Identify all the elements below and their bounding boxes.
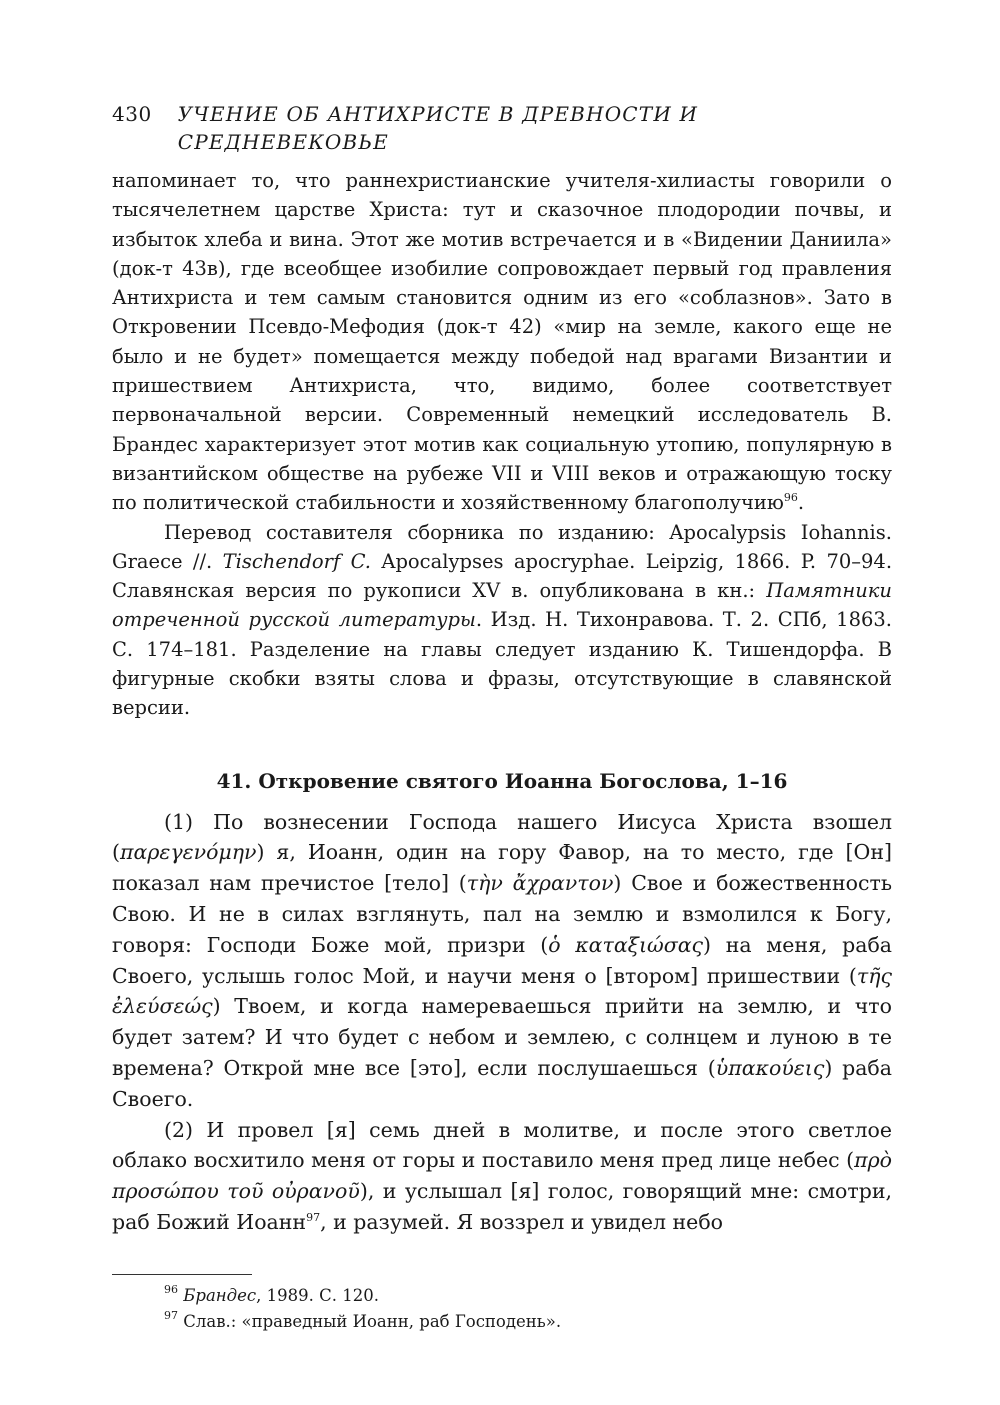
intro-p2-b: Apocalypses apocryphae. Leipzig, 1866. P. 70–94. Славянская версия по рукописи XV в. опубликована в кн.: (112, 549, 893, 603)
intro-p1-text: напоминает то, что раннехристианские учителя-хилиасты говорили о тысячелетнем царстве Христа: тут и сказочное плодородии почвы, и избыток хлеба и вина. Этот же мотив встречается и в «Видении Даниила» (док-т 43в), где всеобщее изобилие сопровождает первый год правления Антихриста и тем самым становится одним из его «соблазнов». Зато в Откровении Псевдо-Мефодия (док-т 42) «мир на земле, какого еще не было и не будет» помещается между победой над врагами Византии и пришествием Антихриста, что, видимо, более соответствует первоначальной версии. Современный немецкий исследователь В. Брандес характеризует этот мотив как социальную утопию, популярную в византийском обществе на рубеже VII и VIII веков и отражающую тоску по политической стабильности и хозяйственному благополучию (112, 169, 892, 515)
s2-a: (2) И провел [я] семь дней в молитве, и после этого светлое облако восхитило меня от горы и поставило меня пред лице небес ( (112, 1117, 892, 1173)
intro-p2-c: . Изд. Н. Тихонравова. Т. 2. СПб, 1863. С. 174–181. Разделение на главы следует изданию К. Тишендорфа. В фигурные скобки взяты слова и фразы, отсутствующие в славянской версии. (112, 608, 892, 720)
greek-term-6: πρὸ προσώπου τοῦ οὐρανοῦ (112, 1148, 892, 1204)
greek-term-5: ὑπακούεις (715, 1056, 825, 1081)
page-number: 430 (112, 102, 152, 126)
intro-paragraph-2 (112, 518, 892, 723)
running-title: УЧЕНИЕ ОБ АНТИХРИСТЕ В ДРЕВНОСТИ И СРЕДНЕВЕКОВЬЕ (177, 102, 699, 154)
greek-term-1: παρεγενόμην (120, 840, 257, 865)
intro-paragraph-1 (112, 166, 892, 518)
s1-a: (1) По вознесении Господа нашего Иисуса Христа взошел ( (112, 809, 892, 865)
footnotes (112, 1283, 892, 1335)
footnote-text: , 1989. С. 120. (256, 1285, 379, 1305)
section-text (112, 807, 892, 1238)
intro-p2-a: Перевод составителя сборника по изданию: Apocalypsis Iohannis. Graece //. (112, 520, 892, 573)
intro-p2-book: Памятники отреченной русской литературы (112, 579, 892, 632)
s1-e: ) Твоем, и когда намереваешься прийти на землю, и что будет затем? И что будет с небом и землею, с солнцем и луною в те времена? Открой мне все [это], если послушаешься ( (112, 994, 892, 1081)
intro-p1-end: . (797, 491, 805, 515)
s1-f: ) раба Своего. (112, 1056, 892, 1111)
s1-b: ) я, Иоанн, один на гору Фавор, на то место, где [Он] показал нам пречистое [тело] ( (112, 840, 892, 896)
s2-b: ), и услышал [я] голос, говорящий мне: смотри, раб Божий Иоанн (112, 1179, 893, 1234)
footnote-number: 96 (164, 1282, 178, 1296)
footnote-divider (112, 1274, 252, 1275)
book-page (112, 100, 892, 1335)
greek-term-4: τῆς ἐλεύσεώς (112, 963, 892, 1019)
footnote-96 (112, 1283, 892, 1309)
footnote-ref-97[interactable]: 97 (306, 1211, 321, 1224)
section-paragraph-1 (112, 807, 892, 1115)
section-heading: 41. Откровение святого Иоанна Богослова, 1–16 (216, 768, 788, 793)
s1-c: ) Свое и божественность Свою. И не в силах взглянуть, пал на землю и взмолился к Богу, говоря: Господи Боже мой, призри ( (112, 871, 893, 957)
footnote-author: Брандес (183, 1285, 257, 1305)
greek-term-3: ὁ καταξιώσας (548, 932, 704, 957)
footnote-number: 97 (164, 1308, 178, 1322)
running-head (112, 100, 892, 156)
intro-p2-author: Tischendorf C. (222, 549, 371, 573)
section-paragraph-2 (112, 1115, 892, 1238)
greek-term-2: τὴν ἄχραντον (466, 871, 614, 896)
footnote-97 (112, 1309, 892, 1335)
s2-c: , и разумей. Я воззрел и увидел небо (320, 1210, 723, 1234)
footnote-text: Слав.: «праведный Иоанн, раб Господень». (183, 1311, 562, 1331)
footnote-ref-96[interactable]: 96 (783, 491, 798, 505)
s1-d: ) на меня, раба Своего, услышь голос Мой, и научи меня о [втором] пришествии ( (112, 932, 893, 988)
